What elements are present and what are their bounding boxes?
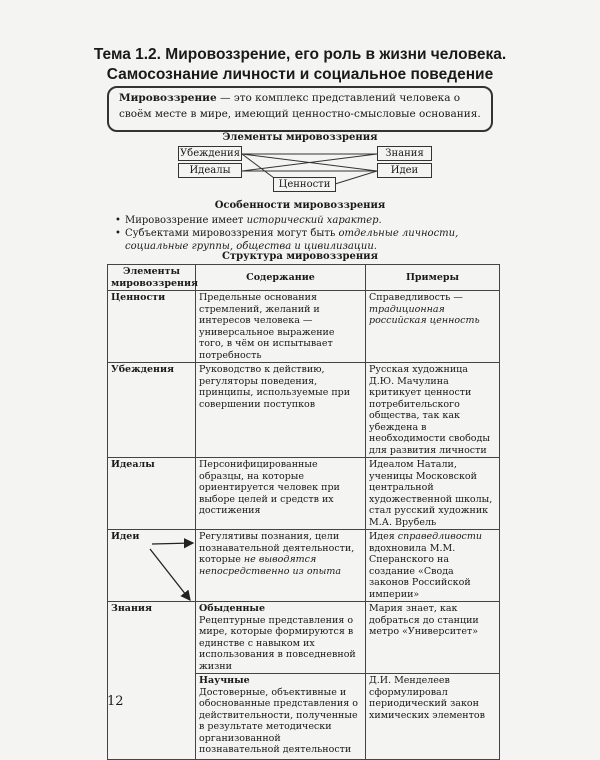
content-cell: Предельные основания стремлений, желаний и интересов человека — универсальное выражение того, в чём он испытывает потребность <box>196 291 366 363</box>
arrow-to-obydennye <box>152 543 193 544</box>
content-cell: Обыденные Рецептурные представления о мире, которые формируются в единстве с навыком их использования в повседневной жизни <box>196 602 366 674</box>
column-header: Содержание <box>196 265 366 291</box>
list-item: • Мировоззрение имеет исторический характер. <box>115 214 495 227</box>
element-cell: Ценности <box>108 291 196 363</box>
sub-title-nauchnye: Научные <box>199 675 250 686</box>
element-cell: Идеалы <box>108 458 196 530</box>
example-cell: Русская художница Д.Ю. Мачулина критикует ценности потребительского общества, так как убеждена в необходимости свободы для развития личности <box>366 363 500 458</box>
diagram-node-idealy: Идеалы <box>178 163 242 178</box>
column-header: Примеры <box>366 265 500 291</box>
example-cell: Идея справедливости вдохновила М.М. Сперанского на создание «Свода законов Российской империи» <box>366 530 500 602</box>
diagram-node-tsennosti: Ценности <box>273 177 336 192</box>
sub-title-obydennye: Обыденные <box>199 603 265 614</box>
list-item: • Субъектами мировоззрения могут быть отдельные личности, социальные группы, общества и цивилизации. <box>115 227 495 253</box>
page-title-line1: Тема 1.2. Мировоззрение, его роль в жизни человека. <box>93 46 507 63</box>
diagram-title: Элементы мировоззрения <box>222 132 378 143</box>
content-cell: Научные Достоверные, объективные и обоснованные представления о действительности, полученные в результате методически организованной познавательной деятельности <box>196 674 366 760</box>
example-cell: Идеалом Натали, ученицы Московской центральной художественной школы, стал русский художник М.А. Врубель <box>366 458 500 530</box>
diagram-node-ubezhdeniya: Убеждения <box>179 148 241 159</box>
page-title-line2: Самосознание личности и социальное поведение <box>106 66 494 83</box>
example-cell: Справедливость — традиционная российская ценность <box>366 291 500 363</box>
definition-term: Мировоззрение <box>119 92 217 104</box>
content-cell: Руководство к действию, регуляторы поведения, принципы, используемые при совершении поступков <box>196 363 366 458</box>
column-header: Элементы мировоззрения <box>108 265 196 291</box>
arrow-to-nauchnye <box>150 549 190 600</box>
example-cell: Д.И. Менделеев сформулировал периодический закон химических элементов <box>366 674 500 760</box>
definition-text: — это комплекс представлений человека о своём месте в мире, имеющий ценностно-смысловые основания. <box>119 92 481 120</box>
diagram-node-idei: Идеи <box>377 163 432 178</box>
element-cell: Знания <box>108 602 196 760</box>
element-cell: Идеи <box>108 530 196 602</box>
content-cell: Персонифицированные образцы, на которые ориентируется человек при выборе целей и средств их достижения <box>196 458 366 530</box>
page-number: 12 <box>107 694 124 709</box>
element-cell: Убеждения <box>108 363 196 458</box>
table-title: Структура мировоззрения <box>222 251 378 262</box>
diagram-node-znaniya: Знания <box>377 146 432 161</box>
example-cell: Мария знает, как добраться до станции метро «Университет» <box>366 602 500 674</box>
content-cell: Регулятивы познания, цели познавательной деятельности, которые не выводятся непосредственно из опыта <box>196 530 366 602</box>
features-title: Особенности мировоззрения <box>214 200 386 211</box>
